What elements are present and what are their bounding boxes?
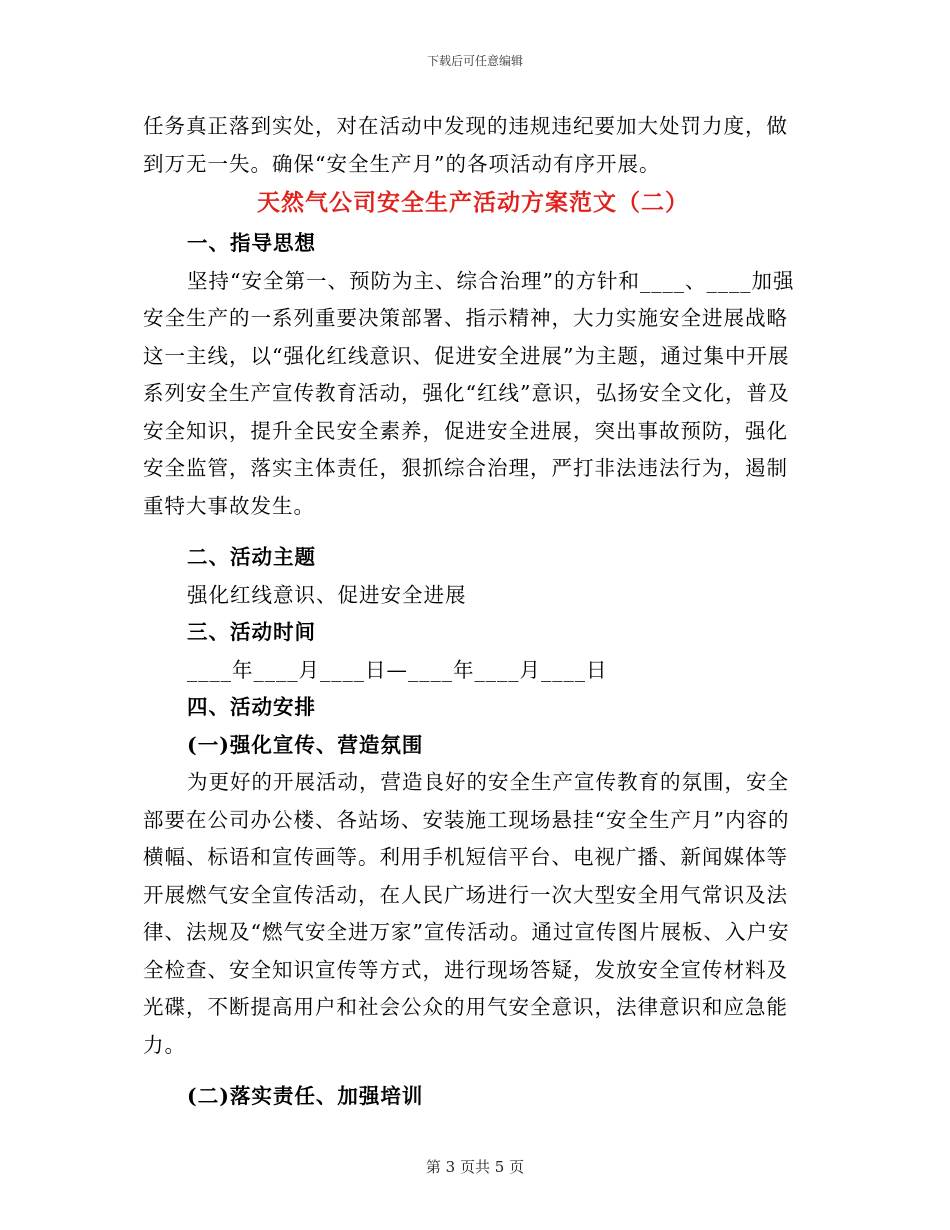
section-paragraph-theme: 强化红线意识、促进安全进展	[187, 582, 467, 607]
section-paragraph-time: ____年____月____日—____年____月____日	[187, 657, 608, 682]
section-paragraph-guiding-thought: 坚持“安全第一、预防为主、综合治理”的方针和____、____加强安全生产的一系列重要决策部署、指示精神，大力实施安全进展战略这一主线，以“强化红线意识、促进安全进展”为主题，通过集中开展系列安全生产宣传教育活动，强化“红线”意识，弘扬安全文化，普及安全知识，提升全民安全素养，促进安全进展，突出事故预防，强化安全监管，落实主体责任，狠抓综合治理，严打非法违法行为，遏制重特大事故发生。	[143, 268, 795, 518]
subsection-paragraph-publicity: 为更好的开展活动，营造良好的安全生产宣传教育的氛围，安全部要在公司办公楼、各站场、安装施工现场悬挂“安全生产月”内容的横幅、标语和宣传画等。利用手机短信平台、电视广播、新闻媒体等开展燃气安全宣传活动，在人民广场进行一次大型安全用气常识及法律、法规及“燃气安全进万家”宣传活动。通过宣传图片展板、入户安全检查、安全知识宣传等方式，进行现场答疑，发放安全宣传材料及光碟，不断提高用户和社会公众的用气安全意识，法律意识和应急能力。	[143, 770, 790, 1057]
section-heading-theme: 二、活动主题	[187, 545, 316, 569]
section-heading-arrangement: 四、活动安排	[187, 695, 316, 719]
page-header-note: 下载后可任意编辑	[426, 54, 523, 68]
intro-paragraph: 任务真正落到实处，对在活动中发现的违规违纪要加大处罚力度，做到万无一失。确保“安全生产月”的各项活动有序开展。	[143, 114, 788, 176]
subsection-heading-responsibility: (二)落实责任、加强培训	[187, 1084, 424, 1108]
page-footer-number: 第 3 页共 5 页	[425, 1158, 525, 1176]
section-heading-guiding-thought: 一、指导思想	[187, 231, 316, 255]
section-heading-time: 三、活动时间	[187, 620, 316, 644]
document-body	[143, 108, 803, 1116]
subsection-heading-publicity: (一)强化宣传、营造氛围	[187, 732, 424, 757]
document-title: 天然气公司安全生产活动方案范文（二）	[257, 189, 689, 216]
